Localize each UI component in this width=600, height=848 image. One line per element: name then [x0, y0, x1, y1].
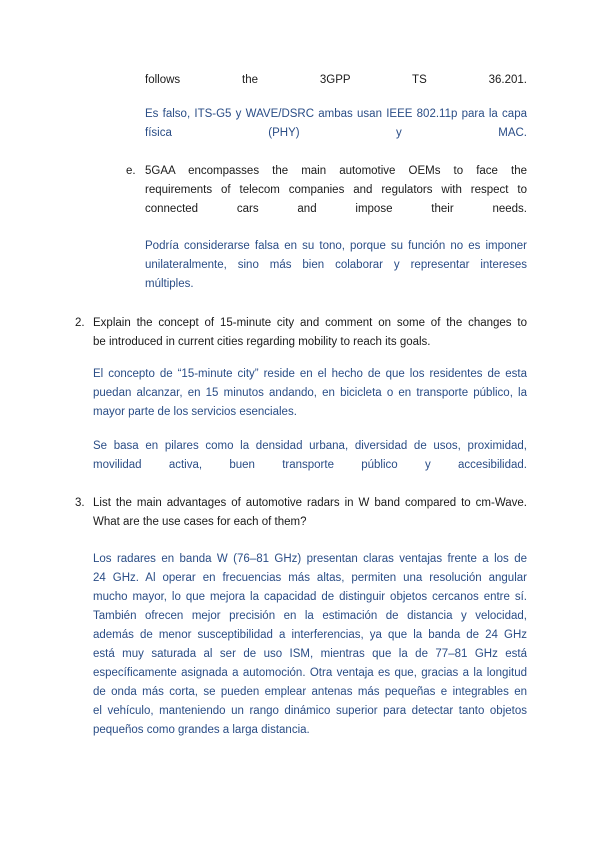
q3-answer-line: está muy saturada al ser de uso ISM, mientras que la de 77–81 GHz está	[93, 648, 527, 660]
q2-answer1-line1: El concepto de “15-minute city” reside en el hecho de que los residentes de esta	[93, 368, 527, 380]
q2-answer2-line1: Se basa en pilares como la densidad urbana, diversidad de usos, proximidad,	[93, 440, 527, 452]
q2-answer2-line2: movilidad activa, buen transporte público y accesibilidad.	[93, 459, 527, 471]
item-e-line3: connected cars and impose their needs.	[145, 203, 527, 215]
item-e-line1: 5GAA encompasses the main automotive OEMs to face the	[145, 165, 527, 177]
item-e-answer-line1: Podría considerarse falsa en su tono, porque su función no es imponer	[145, 240, 527, 252]
q3-answer-line: 24 GHz. Al operar en frecuencias más altas, permiten una resolución angular	[93, 572, 527, 584]
item-e-answer-line2: unilateralmente, sino más bien colaborar y representar intereses	[145, 259, 527, 271]
q3-line1: List the main advantages of automotive radars in W band compared to cm-Wave.	[93, 497, 527, 509]
q3-number: 3.	[75, 497, 85, 509]
q3-answer-line: específicamente asignada a automoción. Otra ventaja es que, gracias a la longitud	[93, 667, 527, 679]
q2-answer1-line2: puedan alcanzar, en 15 minutos andando, en bicicleta o en transporte público, la	[93, 387, 527, 399]
q2-number: 2.	[75, 317, 85, 329]
item-e-answer-line3: múltiples.	[145, 278, 194, 290]
q2-answer1-line3: mayor parte de los servicios esenciales.	[93, 406, 297, 418]
q3-answer-line: de onda más corta, se pueden emplear antenas más pequeñas e integrables en	[93, 686, 527, 698]
q3-answer-line: mucho mayor, lo que mejora la capacidad de distinguir objetos cercanos entre sí.	[93, 591, 527, 603]
item-d-tail: follows the 3GPP TS 36.201.	[145, 74, 527, 86]
item-e-line2: requirements of telecom companies and regulators with respect to	[145, 184, 527, 196]
q3-answer-line: Los radares en banda W (76–81 GHz) presentan claras ventajas frente a los de	[93, 553, 527, 565]
q3-answer-line: pequeños como grandes a larga distancia.	[93, 724, 310, 736]
q3-line2: What are the use cases for each of them?	[93, 516, 307, 528]
q3-answer-line: además de menor susceptibilidad a interferencias, ya que la banda de 24 GHz	[93, 629, 527, 641]
q2-line1: Explain the concept of 15-minute city and comment on some of the changes to	[93, 317, 527, 329]
q3-answer-line: el vehículo, manteniendo un rango dinámico superior para detectar tanto objetos	[93, 705, 527, 717]
q2-line2: be introduced in current cities regarding mobility to reach its goals.	[93, 336, 431, 348]
item-e-marker: e.	[126, 165, 136, 177]
q3-answer-line: También ofrecen mejor precisión en la estimación de distancia y velocidad,	[93, 610, 527, 622]
item-d-answer-line2: física (PHY) y MAC.	[145, 127, 527, 139]
item-d-answer-line1: Es falso, ITS-G5 y WAVE/DSRC ambas usan IEEE 802.11p para la capa	[145, 108, 527, 120]
